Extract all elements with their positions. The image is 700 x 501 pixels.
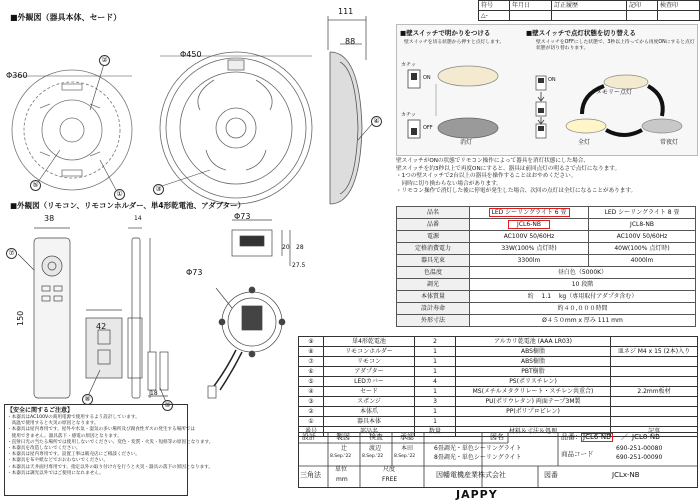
switch-right-desc: 壁スイッチをOFFにした状態で、3秒以上待ってから再度ONにすると点灯状態が切り替わります。	[536, 40, 695, 51]
tb-drawing-no-label: 図番	[544, 471, 558, 479]
tb-date3: 8.Sep.'22	[394, 454, 416, 459]
dim-450: Φ450	[180, 50, 202, 59]
callout-5: ⑤	[30, 180, 41, 191]
callout-1: ①	[114, 189, 125, 200]
tb-hinban-b: JCL8-NB	[632, 433, 660, 441]
tb-figname2: 8畳調光・単色シーリングライト	[434, 454, 522, 461]
tb-check-name: 本田	[401, 445, 414, 452]
rev-cell	[551, 11, 626, 21]
note-line: ・1つの壁スイッチで2台以上の器具を操作することはおやめください。	[396, 173, 577, 179]
exterior2-title: ■外観図（リモコン、リモコンホルダー、単4形乾電池、アダプター）	[10, 201, 246, 210]
spec-label: 本体質量	[397, 291, 470, 303]
part-row: ⑨ 単4形乾電池 2 アルカリ乾電池 (AAA LR03)	[299, 337, 698, 347]
spec-value: 昼白色（5000K）	[470, 267, 696, 279]
spec-value: JCL8-NB	[589, 219, 696, 231]
spec-hinban-a: JCL6-NB	[509, 221, 549, 228]
spec-value: 40W(100% 点灯時)	[589, 243, 696, 255]
spec-value: AC100V 50/60Hz	[589, 231, 696, 243]
callout-4: ④	[371, 116, 382, 127]
tb-code2: 690-251-00090	[616, 454, 663, 461]
rev-header: 記印	[626, 1, 657, 11]
note-line: 同時に切り換わらない場合があります。	[396, 180, 502, 187]
label-off-lamp: 消灯	[460, 139, 473, 146]
tb-drawing: 製図	[336, 433, 350, 441]
label-memory: メモリー点灯	[596, 89, 633, 96]
spec-value: 約 1.1 kg（専用取付アダプタ含む）	[470, 291, 696, 303]
tb-design: 設計	[302, 433, 316, 441]
dim-150: 150	[16, 310, 25, 326]
dim-73a: Φ73	[234, 212, 251, 221]
safety-title: 【安全に関するご注意】	[7, 407, 74, 414]
dim-275: 27.5	[292, 262, 306, 269]
callout-2: ②	[99, 55, 110, 66]
switch-left-title: ■壁スイッチで明かりをつける	[400, 29, 491, 37]
dim-18: 18	[150, 390, 158, 397]
label-on-right: ON	[548, 77, 556, 83]
dim-111: 111	[338, 7, 354, 16]
spec-value: LED シーリングライト 8 畳	[589, 207, 696, 219]
spec-label: 定格消費電力	[397, 243, 470, 255]
callout-3: ③	[153, 184, 164, 195]
part-row: ① 器具本体 1	[299, 417, 698, 427]
label-night: 常夜灯	[660, 139, 679, 146]
rev-cell	[510, 11, 552, 21]
tb-hinban-a: JCL6-NB	[583, 433, 611, 441]
part-row: ⑥ アダプター 1 PBT樹脂	[299, 367, 698, 377]
tb-drawing-name: 渡辺	[369, 445, 382, 452]
tb-figname1: 6畳調光・単色シーリングライト	[434, 445, 522, 452]
exterior-title: ■外観図（器具本体、セード）	[10, 13, 122, 22]
spec-label: 調光	[397, 279, 470, 291]
spec-value	[470, 207, 589, 219]
part-row: ⑧ リモコンホルダー 1 ABS樹脂 皿ネジ M4 x 15 (2本)入り	[299, 347, 698, 357]
tb-code1: 690-251-00080	[616, 445, 663, 452]
dim-73b: Φ73	[186, 268, 203, 277]
switch-notes	[396, 158, 696, 196]
switch-diagram	[396, 24, 696, 154]
spec-label: 品名	[397, 207, 470, 219]
rev-cell	[626, 11, 657, 21]
dim-38: 38	[44, 214, 55, 223]
revision-table	[478, 0, 700, 21]
spec-value: 10 段階	[470, 279, 696, 291]
callout-8: ⑧	[82, 394, 93, 405]
switch-left-desc: 壁スイッチを切る状態から押すと点灯します。	[404, 40, 505, 45]
rev-cell: △-	[479, 11, 510, 21]
spec-value: 約４０,０００時間	[470, 303, 696, 315]
note-line: ・リモコン操作で消灯した後に停電が発生した場合、次回の点灯は全灯になることがあります。	[396, 188, 637, 194]
safety-line: ・本器具は屋内専用です。設置工事は販売店にご相談ください。	[7, 452, 140, 458]
tb-approve: 承認	[400, 433, 414, 441]
tb-code-label: 商品コード	[561, 450, 594, 458]
tb-date1: 8.Sep.'22	[330, 454, 352, 459]
rev-header: 年月日	[510, 1, 552, 11]
safety-line: 使用できません。器具落下・感電の原因となります。	[7, 433, 122, 439]
tb-scale: FREE	[382, 476, 398, 483]
parts-header: 番号 部品名 数量 材料＆寸法＆処理 記事	[299, 427, 698, 437]
label-full: 全灯	[578, 139, 591, 146]
tb-hinban-sep: ／	[621, 433, 628, 441]
spec-value: AC100V 50/60Hz	[470, 231, 589, 243]
rev-header: 符号	[479, 1, 510, 11]
tb-check: 検査	[369, 433, 383, 441]
spec-value: 33W(100% 点灯時)	[470, 243, 589, 255]
safety-line: ・本器具を布や紙などでおおわないでください。	[7, 458, 109, 464]
label-on: ON	[423, 75, 431, 81]
switch-right-title: ■壁スイッチで点灯状態を切り替える	[526, 29, 636, 37]
dim-360: Φ360	[6, 71, 28, 80]
safety-line: ・本器具を改造しないでください。	[7, 446, 81, 452]
part-row: ② 本体爪 1 PP(ポリプロピレン)	[299, 407, 698, 417]
part-row: ⑤ LEDカバー 4 PS(ポリスチレン)	[299, 377, 698, 387]
dim-88: 88	[345, 37, 356, 46]
safety-line: ・本器具は屋内専用です。屋外や水気・湿気の多い場所及び腐食性ガスの発生する場所では	[7, 427, 195, 433]
safety-line: ・本器具は天井面付専用です。指定以外の取り付け方を行うと火災・器具の落下の原因となります。	[7, 464, 213, 470]
spec-label: 品番	[397, 219, 470, 231]
dim-42: 42	[96, 322, 107, 331]
part-row: ⑦ リモコン 1 ABS樹脂	[299, 357, 698, 367]
tb-figname-label: 図名	[490, 433, 504, 441]
katchi-1: カチッ	[401, 62, 416, 68]
spec-label: 器具光束	[397, 255, 470, 267]
note-line: 壁スイッチを約3秒以上で再度ONにすると、器具は前回点灯の明るさで点灯になります。	[396, 165, 621, 172]
spec-table	[396, 206, 696, 327]
rev-header: 検査印	[658, 1, 700, 11]
tb-scale-label: 尺度	[383, 466, 396, 473]
dim-28: 28	[296, 244, 304, 251]
exterior-drawing	[0, 0, 400, 215]
dim-20: 20	[282, 244, 290, 251]
safety-line: ・本器具は調光以外ではご使用になれません。	[7, 470, 104, 476]
tb-projection: 三角法	[300, 471, 321, 479]
rev-header: 訂正履歴	[551, 1, 626, 11]
tb-company: 因幡電機産業株式会社	[436, 471, 506, 479]
katchi-2: カチッ	[401, 112, 416, 118]
rev-cell	[658, 11, 700, 21]
tb-unit-label: 単位	[335, 466, 348, 473]
spec-label: 電源	[397, 231, 470, 243]
note-line: 壁スイッチがONの状態でリモコン操作によって器具を消灯状態にした場合、	[396, 158, 589, 164]
jappy-logo: JAPPY	[456, 488, 498, 501]
tb-drawing-no: JCLx-NB	[612, 471, 640, 479]
label-off: OFF	[423, 125, 433, 131]
safety-line: 高温で使用すると火災の原因となります。	[7, 421, 99, 427]
accessory-drawing	[0, 210, 300, 410]
spec-label: 色温度	[397, 267, 470, 279]
tb-hinban-label: 品番：	[561, 433, 582, 441]
part-row: ③ スポンジ 3 PU(ポリウレタン) 両面テープ3M製	[299, 397, 698, 407]
tb-date2: 8.Sep.'22	[362, 454, 384, 459]
spec-label: 外形寸法	[397, 315, 470, 327]
spec-value: 3300lm	[470, 255, 589, 267]
spec-value: Ø４５０mm x 厚み 111 mm	[470, 315, 696, 327]
safety-line: ・直射日光の当たる場所では使用しないでください。変色・変質・火災・短絡等の原因となります。	[7, 439, 214, 445]
spec-label: 設計寿命	[397, 303, 470, 315]
callout-9: ⑨	[162, 400, 173, 411]
safety-line: ・本器具はAC100Vの商用電源で使用するよう設計しています。	[7, 415, 140, 420]
dim-14: 14	[134, 215, 142, 222]
part-row: ④ セード 1 MS(メチルメタクリレート・スチレン共重合) 2.2mm板材	[299, 387, 698, 397]
spec-value: 4000lm	[589, 255, 696, 267]
spec-name-a: LED シーリングライト 6 畳	[491, 209, 567, 216]
spec-value	[470, 219, 589, 231]
tb-design-name: 辻	[341, 445, 348, 452]
callout-7: ⑦	[6, 248, 17, 259]
parts-table	[298, 336, 698, 437]
tb-unit: mm	[336, 476, 348, 483]
safety-notes	[4, 404, 214, 496]
